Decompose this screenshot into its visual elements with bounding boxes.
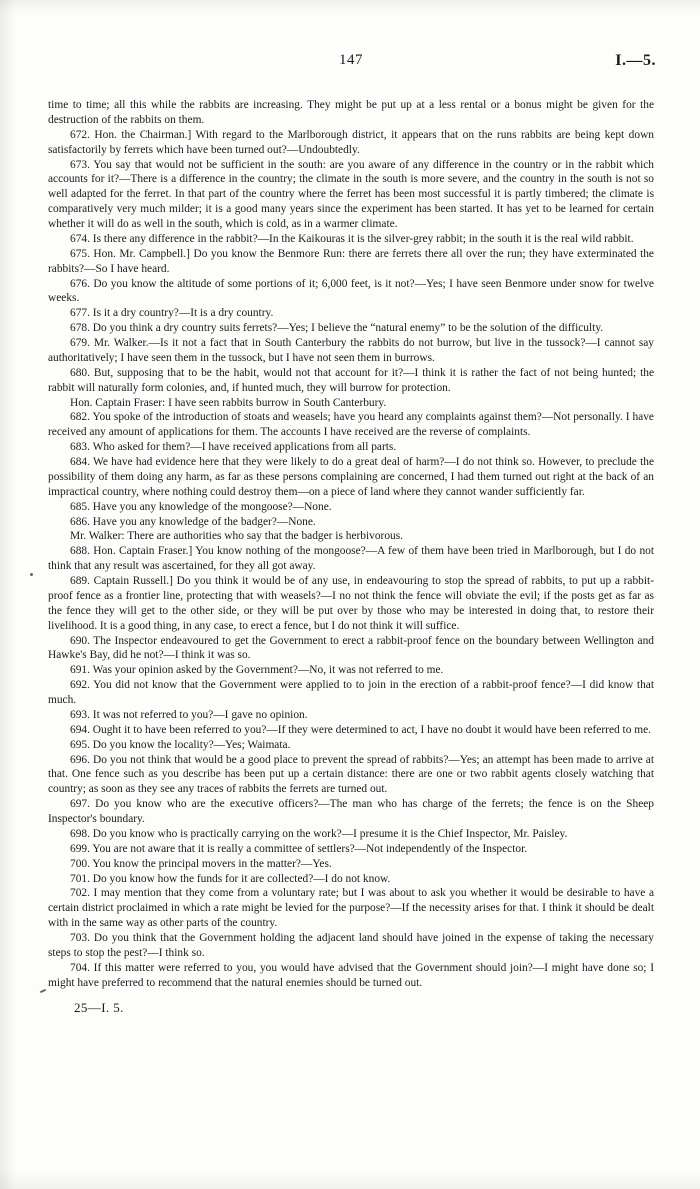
paragraph: 695. Do you know the locality?—Yes; Waimata. <box>70 738 291 751</box>
paragraph: 683. Who asked for them?—I have received applications from all parts. <box>70 441 397 454</box>
paragraph: 675. Hon. Mr. Campbell.] Do you know the Benmore Run: there are ferrets there all over the run; they have exterminated the rabbits?—So I have heard. <box>48 247 654 275</box>
signature-mark: 25—I. 5. <box>74 999 124 1015</box>
page-header <box>48 52 654 86</box>
paragraph: 686. Have you any knowledge of the badger?—None. <box>70 515 316 528</box>
transcript-body <box>48 98 654 991</box>
paragraph: 699. You are not aware that it is really a committee of settlers?—Not independently of the Inspector. <box>70 842 528 855</box>
document-code: I.—5. <box>615 52 656 69</box>
paragraph: Mr. Walker: There are authorities who say that the badger is herbivorous. <box>70 530 404 543</box>
paragraph: 684. We have had evidence here that they were likely to do a great deal of harm?—I do not think so. However, to preclude the possibility of them doing any harm, as far as these persons complaining are concerned, I had them turned out right at the back of an impractical country, where nothing could destroy them—on a piece of land where they cannot wander sufficiently far. <box>48 456 654 498</box>
paragraph: 674. Is there any difference in the rabbit?—In the Kaikouras it is the silver-grey rabbit; in the south it is the real wild rabbit. <box>70 232 634 245</box>
paragraph: 691. Was your opinion asked by the Government?—No, it was not referred to me. <box>70 664 444 677</box>
paragraph: 704. If this matter were referred to you, you would have advised that the Government should join?—I might have done so; I might have preferred to recommend that the natural enemies should be turned out. <box>48 961 654 989</box>
paragraph: 696. Do you not think that would be a good place to prevent the spread of rabbits?—Yes; an attempt has been made to arrive at that. One fence such as you describe has been put up a certain distance: there are one or two rabbit agents closely watching that country; as soon as they see any traces of rabbits the ferrets are turned out. <box>48 753 654 796</box>
paragraph: 690. The Inspector endeavoured to get the Government to erect a rabbit-proof fence on the boundary between Wellington and Hawke's Bay, did he not?—I think it was so. <box>48 634 654 662</box>
paragraph: 680. But, supposing that to be the habit, would not that account for it?—I think it is rather the fact of not being hunted; the rabbit will naturally form colonies, and, if hunted much, they will burrow for protection. <box>48 366 654 394</box>
ink-speck <box>30 573 33 576</box>
paragraph: Hon. Captain Fraser: I have seen rabbits burrow in South Canterbury. <box>70 396 387 409</box>
page-content <box>48 52 654 1016</box>
ink-speck <box>40 989 46 993</box>
paragraph: 702. I may mention that they come from a voluntary rate; but I was about to ask you whether it would be desirable to have a certain district proclaimed in which a rate might be levied for the purpose?—If the necessity arises for that. I think it should be dealt with in the same way as other parts of the country. <box>48 887 654 930</box>
paragraph: 682. You spoke of the introduction of stoats and weasels; have you heard any complaints against them?—Not personally. I have received any amount of applications for them. The accounts I have received are the reverse of complaints. <box>48 411 654 439</box>
page-edge-shadow-left <box>0 0 16 1189</box>
paragraph: 678. Do you think a dry country suits ferrets?—Yes; I believe the “natural enemy” to be the solution of the difficulty. <box>70 322 604 335</box>
paragraph: 701. Do you know how the funds for it are collected?—I do not know. <box>70 872 391 885</box>
page-edge-shadow-top <box>0 0 700 14</box>
paragraph: 703. Do you think that the Government holding the adjacent land should have joined in the expense of taking the necessary steps to stop the pest?—I think so. <box>48 932 654 959</box>
paragraph: 679. Mr. Walker.—Is it not a fact that in South Canterbury the rabbits do not burrow, but live in the tussock?—I cannot say authoritatively; I have seen them in the tussock, but I have not seen them in burrows. <box>48 337 654 364</box>
page-number: 147 <box>339 52 363 68</box>
paragraph: 693. It was not referred to you?—I gave no opinion. <box>70 708 308 721</box>
paragraph: 676. Do you know the altitude of some portions of it; 6,000 feet, is it not?—Yes; I have seen Benmore under snow for twelve weeks. <box>48 277 654 305</box>
paragraph: 673. You say that would not be sufficient in the south: are you aware of any difference in the country or in the rabbit which accounts for it?—There is a difference in the country; the climate in the south is more severe, and the country in the south is not so well adapted for the ferret. In that part of the country where the ferret has been most successful it is partly timbered; the climate is comparatively very much milder; it is a good many years since the experiment has been started. It has yet to be learned for certain whether it will do as well in the south, which is cold, as in a warmer climate. <box>48 158 654 230</box>
paragraph: 689. Captain Russell.] Do you think it would be of any use, in endeavouring to stop the spread of rabbits, to put up a rabbit-proof fence as a frontier line, protecting that with weasels?—I no not think the fence will obviate the evil; if the posts get as far as the fence they will get to the other side, or they will be put over by those who may be interested in doing that, to restore their livelihood. It is a good thing, in any case, to erect a fence, but I do not think it will suffice. <box>48 575 654 632</box>
paragraph: 697. Do you know who are the executive officers?—The man who has charge of the ferrets; the fence is on the Sheep Inspector's boundary. <box>48 798 654 825</box>
paragraph: 688. Hon. Captain Fraser.] You know nothing of the mongoose?—A few of them have been tried in Marlborough, but I do not think that any result was ascertained, for they all got away. <box>48 545 654 573</box>
paragraph: 698. Do you know who is practically carrying on the work?—I presume it is the Chief Inspector, Mr. Paisley. <box>70 827 568 840</box>
paragraph: 700. You know the principal movers in the matter?—Yes. <box>70 857 332 870</box>
paragraph: 672. Hon. the Chairman.] With regard to the Marlborough district, it appears that on the runs rabbits are being kept down satisfactorily by ferrets which have been turned out?—Undoubtedly. <box>48 128 654 156</box>
page-edge-shadow-bottom <box>0 1171 700 1189</box>
paragraph: time to time; all this while the rabbits are increasing. They might be put up at a less rental or a bonus might be given for the destruction of the rabbits on them. <box>48 99 654 126</box>
paragraph: 694. Ought it to have been referred to you?—If they were determined to act, I have no doubt it would have been referred to me. <box>70 723 652 736</box>
paragraph: 677. Is it a dry country?—It is a dry country. <box>70 307 274 320</box>
paragraph: 685. Have you any knowledge of the mongoose?—None. <box>70 500 332 513</box>
paragraph: 692. You did not know that the Government were applied to to join in the erection of a rabbit-proof fence?—I did know that much. <box>48 679 654 706</box>
